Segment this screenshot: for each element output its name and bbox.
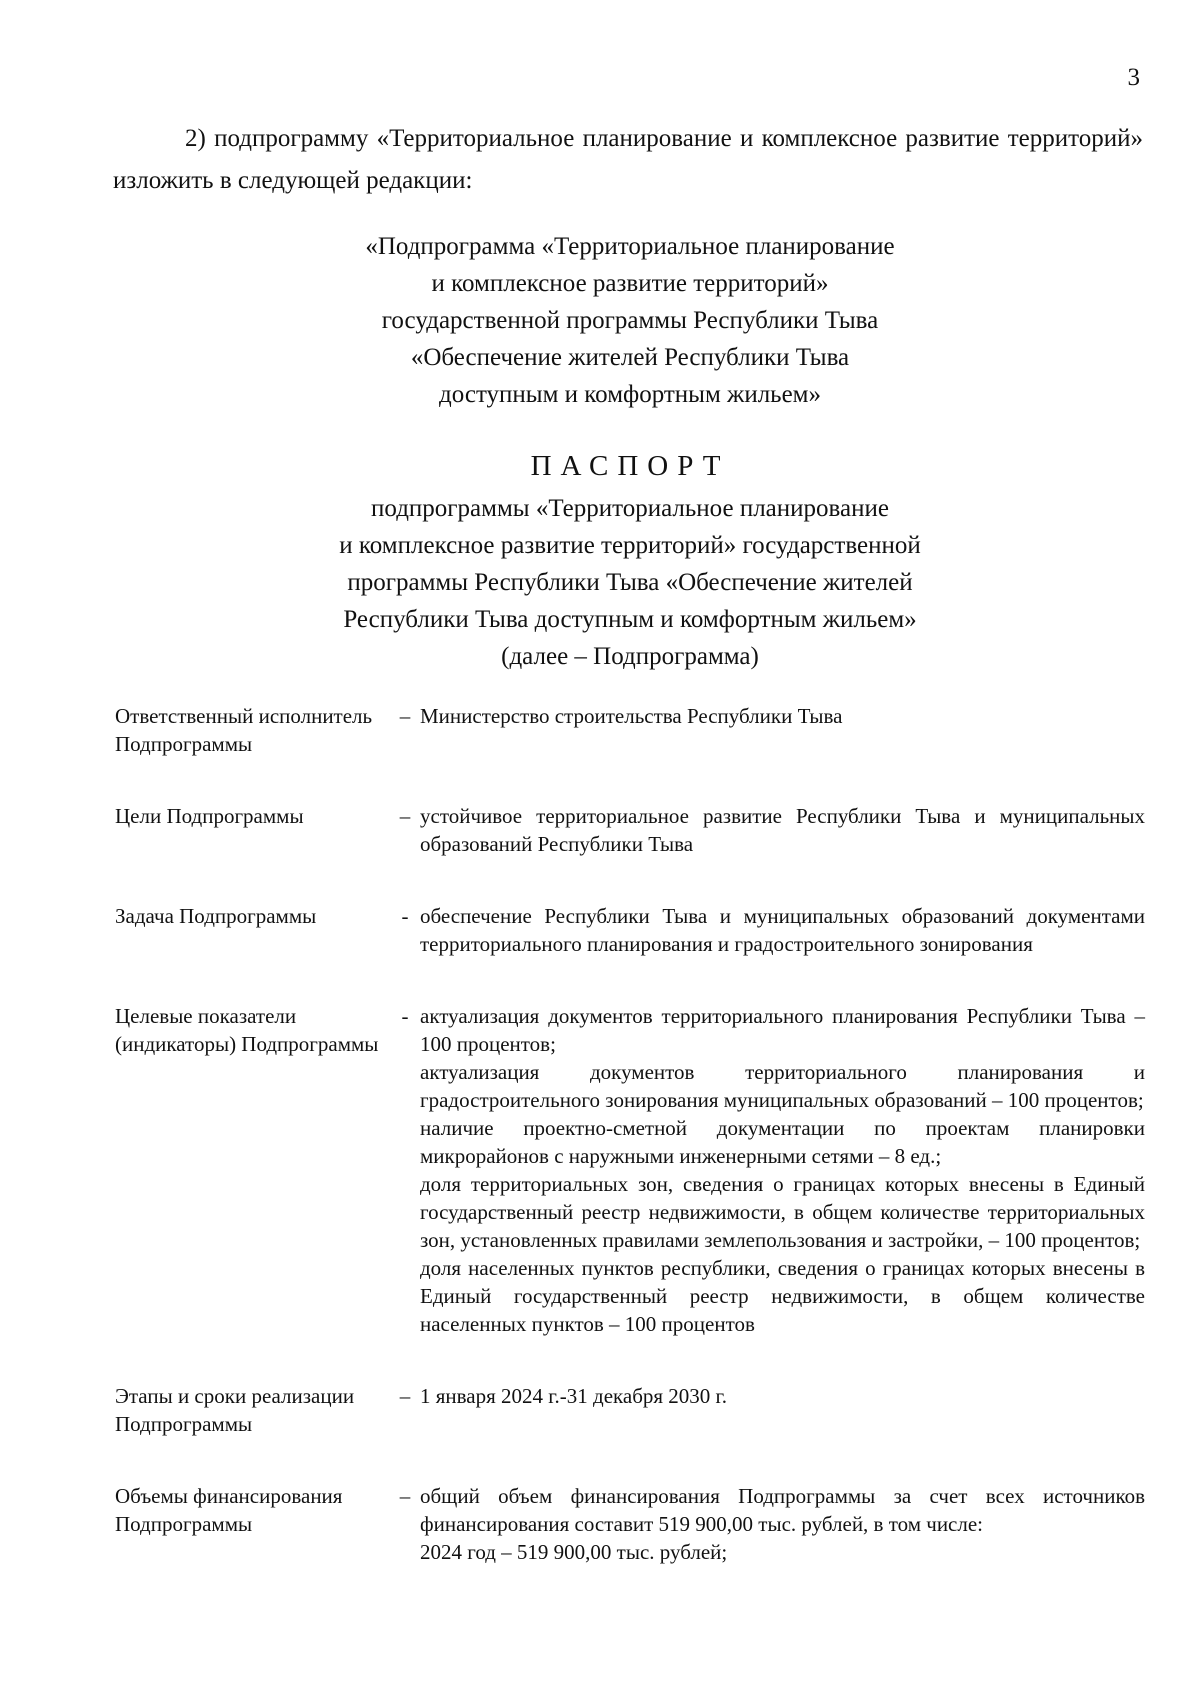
passport-row-dash: – [399, 704, 411, 728]
subprogram-title-line: и комплексное развитие территорий» [431, 270, 829, 297]
passport-subtitle [160, 490, 1100, 675]
passport-row-value-line: обеспечение Республики Тыва и муниципальных образований документами территориального планирования и градостроительного зонирования [420, 904, 1145, 956]
passport-row-dash: - [401, 1004, 409, 1028]
subprogram-title [160, 228, 1100, 413]
passport-row-dash: – [399, 804, 411, 828]
passport-row-label: Цели Подпрограммы [115, 804, 304, 828]
passport-row-task [115, 902, 1145, 958]
passport-row-value-line: 2024 год – 519 900,00 тыс. рублей; [420, 1540, 728, 1564]
passport-row-value [420, 1382, 1145, 1438]
passport-row-dash: – [399, 1484, 411, 1508]
passport-subtitle-line: подпрограммы «Территориальное планирование [371, 495, 889, 522]
passport-row-value [420, 1002, 1145, 1338]
passport-row-dash: - [401, 904, 409, 928]
passport-row-funding [115, 1482, 1145, 1566]
passport-row-value [420, 902, 1145, 958]
passport-row-label: Этапы и сроки реализации Подпрограммы [115, 1384, 355, 1436]
passport-subtitle-line: (далее – Подпрограмма) [501, 643, 759, 670]
passport-row-indicators [115, 1002, 1145, 1338]
passport-row-value-line: устойчивое территориальное развитие Республики Тыва и муниципальных образований Республики Тыва [420, 804, 1145, 856]
subprogram-title-line: государственной программы Республики Тыва [381, 307, 879, 334]
passport-row-value [420, 702, 1145, 758]
passport-row-responsible [115, 702, 1145, 758]
passport-row-value-line: 1 января 2024 г.-31 декабря 2030 г. [420, 1384, 728, 1408]
page-number: 3 [1127, 64, 1140, 91]
passport-row-label: Задача Подпрограммы [115, 904, 317, 928]
passport-subtitle-line: и комплексное развитие территорий» государственной [339, 532, 921, 559]
passport-subtitle-line: программы Республики Тыва «Обеспечение жителей [347, 569, 913, 596]
subprogram-title-line: «Подпрограмма «Территориальное планирование [365, 233, 895, 260]
passport-row-label: Объемы финансирования Подпрограммы [115, 1484, 343, 1536]
passport-row-value-line: Министерство строительства Республики Тыва [420, 704, 843, 728]
passport-row-dash: – [399, 1384, 411, 1408]
passport-row-value-line: актуализация документов территориального планирования и градостроительного зонирования муниципальных образований – 100 процентов; [420, 1060, 1145, 1112]
passport-row-label: Ответственный исполнитель Подпрограммы [115, 704, 373, 756]
passport-row-value-line: доля территориальных зон, сведения о границах которых внесены в Единый государственный реестр недвижимости, в общем количестве территориальных зон, установленных правилами землепользования и застройки, – 100 процентов; [420, 1172, 1145, 1252]
passport-row-value [420, 802, 1145, 858]
passport-row-value-line: актуализация документов территориального планирования Республики Тыва – 100 процентов; [420, 1004, 1145, 1056]
subprogram-title-line: доступным и комфортным жильем» [439, 381, 821, 408]
passport-row-value-line: доля населенных пунктов республики, сведения о границах которых внесены в Единый государственный реестр недвижимости, в общем количестве населенных пунктов – 100 процентов [420, 1256, 1145, 1336]
passport-row-goals [115, 802, 1145, 858]
passport-heading: ПАСПОРТ [530, 450, 730, 482]
passport-row-value-line: наличие проектно-сметной документации по проектам планировки микрорайонов с наружными инженерными сетями – 8 ед.; [420, 1116, 1145, 1168]
passport-row-label: Целевые показатели (индикаторы) Подпрограммы [115, 1004, 379, 1056]
passport-row-value-line: общий объем финансирования Подпрограммы за счет всех источников финансирования составит 519 900,00 тыс. рублей, в том числе: [420, 1484, 1145, 1536]
passport-subtitle-line: Республики Тыва доступным и комфортным жильем» [343, 606, 917, 633]
subprogram-title-line: «Обеспечение жителей Республики Тыва [410, 344, 850, 371]
passport-table [115, 702, 1145, 1610]
intro-paragraph: 2) подпрограмму «Территориальное планирование и комплексное развитие территорий» изложить в следующей редакции: [113, 125, 1143, 194]
passport-row-stages [115, 1382, 1145, 1438]
passport-row-value [420, 1482, 1145, 1566]
